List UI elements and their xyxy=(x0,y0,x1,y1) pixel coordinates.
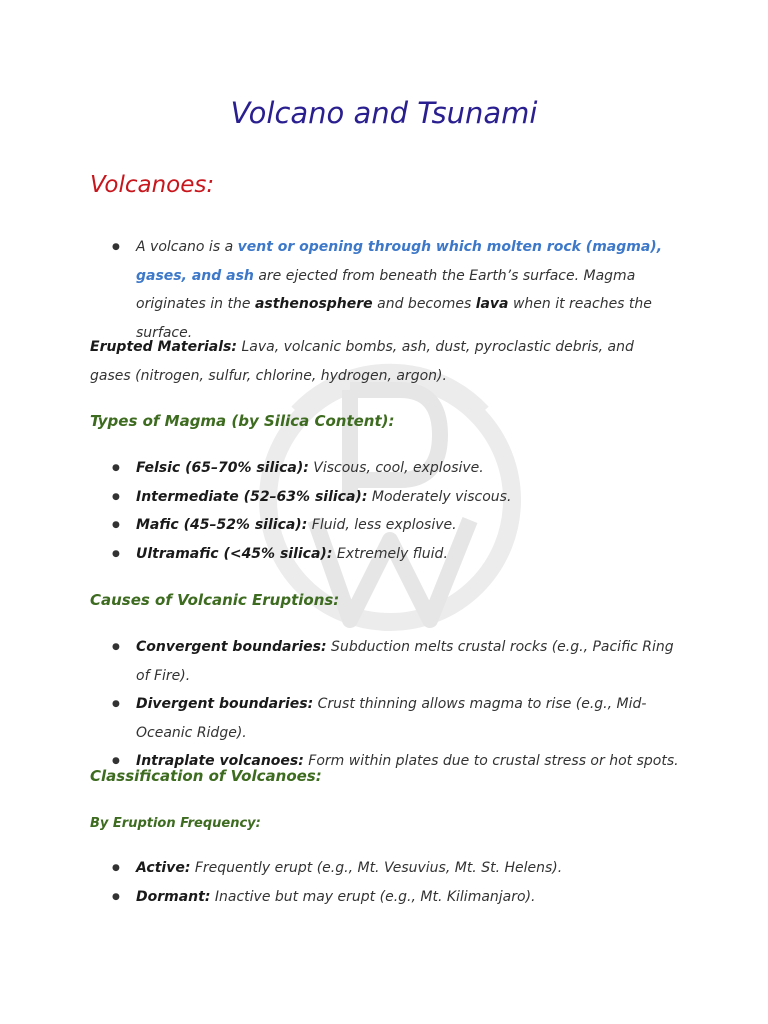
magma-types-heading: Types of Magma (by Silica Content): xyxy=(90,412,395,430)
eruption-frequency-subheading: By Eruption Frequency: xyxy=(90,816,261,831)
item-text: Subduction melts crustal rocks (e.g., Pacific Ring of Fire). xyxy=(136,639,674,684)
intro-list xyxy=(90,233,690,347)
item-label: Mafic (45–52% silica): xyxy=(136,517,308,533)
eruption-frequency-list xyxy=(90,854,690,911)
magma-types-list xyxy=(90,454,690,568)
list-item xyxy=(90,883,690,912)
item-label: Convergent boundaries: xyxy=(136,639,327,655)
erupted-materials-label: Erupted Materials: xyxy=(90,339,237,355)
list-item xyxy=(90,633,680,690)
causes-list xyxy=(90,633,680,776)
intro-bold-asthenosphere: asthenosphere xyxy=(254,296,373,312)
page-title: Volcano and Tsunami xyxy=(230,96,538,130)
section-heading-volcanoes: Volcanoes: xyxy=(90,172,215,198)
item-label: Divergent boundaries: xyxy=(136,696,314,712)
list-item xyxy=(90,854,690,883)
item-label: Felsic (65–70% silica): xyxy=(136,460,309,476)
item-text: Inactive but may erupt (e.g., Mt. Kilimanjaro). xyxy=(210,888,536,905)
intro-text: when it reaches the surface. xyxy=(136,296,652,341)
intro-text: are ejected from beneath the Earth’s surface. Magma originates in the xyxy=(136,267,636,312)
item-label: Dormant: xyxy=(136,888,211,905)
intro-highlight: vent or opening through which molten rock (magma), gases, and ash xyxy=(136,239,663,284)
list-item xyxy=(90,540,690,569)
list-item xyxy=(90,483,690,512)
item-text: Viscous, cool, explosive. xyxy=(308,460,484,476)
classification-heading: Classification of Volcanoes: xyxy=(90,767,322,785)
item-text: Moderately viscous. xyxy=(367,488,512,505)
item-label: Intraplate volcanoes: xyxy=(136,753,304,769)
item-label: Intermediate (52–63% silica): xyxy=(136,488,368,505)
list-item xyxy=(90,454,690,483)
item-text: Fluid, less explosive. xyxy=(307,517,457,533)
causes-heading: Causes of Volcanic Eruptions: xyxy=(90,591,340,609)
item-text: Extremely fluid. xyxy=(332,545,448,562)
list-item xyxy=(90,511,690,540)
intro-bold-lava: lava xyxy=(475,296,509,312)
item-label: Ultramafic (<45% silica): xyxy=(136,545,333,562)
intro-text: A volcano is a xyxy=(136,239,238,255)
erupted-materials-text: Lava, volcanic bombs, ash, dust, pyroclastic debris, and gases (nitrogen, sulfur, chlorine, hydrogen, argon). xyxy=(90,339,634,384)
erupted-materials-paragraph xyxy=(90,333,650,390)
item-text: Crust thinning allows magma to rise (e.g., Mid-Oceanic Ridge). xyxy=(136,696,647,741)
item-text: Frequently erupt (e.g., Mt. Vesuvius, Mt. St. Helens). xyxy=(190,860,563,876)
list-item xyxy=(90,690,680,747)
intro-text: and becomes xyxy=(372,296,476,312)
item-label: Active: xyxy=(136,860,191,876)
intro-bullet xyxy=(90,233,690,347)
item-text: Form within plates due to crustal stress or hot spots. xyxy=(303,753,679,769)
